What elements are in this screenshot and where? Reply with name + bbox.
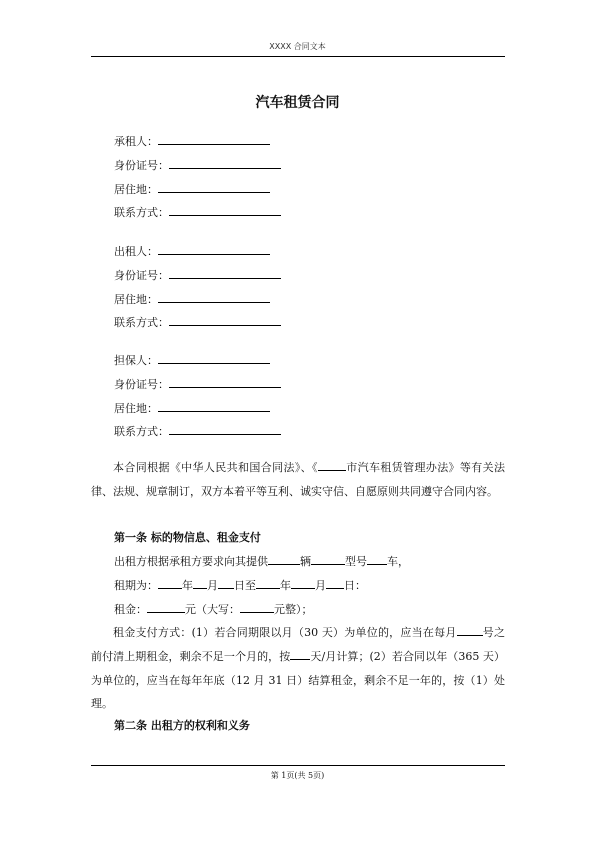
fill-in-blank[interactable] (169, 420, 281, 435)
guarantor-id-row (114, 373, 281, 397)
fill-in-blank[interactable] (158, 288, 270, 303)
rent-amount-words-blank[interactable] (240, 600, 274, 613)
line-text: 元（大写： (185, 603, 240, 616)
payment-text-3: 天/月计算；(2）若合同以年（365 天）为单位的，应当在每年年底（12 月 31 日）结算租金，剩余不足一年的，按（1）处理。 (91, 649, 505, 711)
fill-in-blank[interactable] (169, 264, 281, 279)
field-label: 联系方式： (114, 206, 169, 220)
tenant-section (114, 130, 281, 225)
field-label: 承租人： (114, 135, 158, 148)
footer-divider (91, 765, 505, 766)
line-text: 月 (207, 579, 218, 592)
end-month-blank[interactable] (291, 576, 315, 589)
line-text: 日： (344, 579, 366, 592)
payment-day-blank[interactable] (457, 623, 483, 636)
intro-paragraph (91, 456, 505, 504)
fill-in-blank[interactable] (158, 130, 270, 145)
field-label: 居住地： (114, 292, 158, 306)
line-text: 租期为： (114, 579, 158, 592)
lessor-address-row (114, 288, 281, 312)
field-label: 居住地： (114, 401, 158, 415)
tenant-address-row (114, 178, 281, 202)
field-label: 出租人： (114, 245, 158, 258)
payment-text-2: 号之前付清上期租金，剩余不足一个月的，按 (91, 626, 505, 663)
intro-text-1: 本合同根据《中华人民共和国合同法》、《 (113, 461, 318, 474)
end-day-blank[interactable] (326, 576, 344, 589)
fill-in-blank[interactable] (169, 201, 281, 216)
fill-in-blank[interactable] (158, 240, 270, 255)
field-label: 身份证号： (114, 268, 169, 282)
guarantor-address-row (114, 397, 281, 421)
field-label: 担保人： (114, 354, 158, 367)
guarantor-contact-row (114, 420, 281, 444)
city-blank[interactable] (318, 458, 346, 471)
line-text: 车， (387, 555, 409, 568)
lessor-id-row (114, 264, 281, 288)
article-2-heading: 第二条 出租方的权利和义务 (114, 719, 250, 732)
line-text: 出租方根据承租方要求向其提供 (114, 555, 268, 568)
lease-term-line (114, 576, 366, 596)
line-text: 日至 (234, 579, 256, 592)
document-title: 汽车租赁合同 (255, 95, 340, 111)
payment-method-paragraph (91, 621, 505, 716)
fill-in-blank[interactable] (158, 178, 270, 193)
model-blank[interactable] (311, 552, 345, 565)
vehicle-info-line (114, 552, 409, 572)
quantity-blank[interactable] (268, 552, 300, 565)
tenant-name-row (114, 130, 281, 154)
article-1-heading: 第一条 标的物信息、租金支付 (114, 531, 261, 544)
guarantor-name-row (114, 349, 281, 373)
field-label: 身份证号： (114, 377, 169, 391)
line-text: 年 (280, 579, 291, 592)
line-text: 月 (315, 579, 326, 592)
start-month-blank[interactable] (193, 576, 207, 589)
intro-text-2: 市汽车租赁管理办法》等有关法律、法规、规章制订，双方本着平等互利、诚实守信、自愿原则共同遵守合同内容。 (91, 461, 506, 498)
field-label: 身份证号： (114, 158, 169, 172)
tenant-contact-row (114, 201, 281, 225)
page-header: XXXX 合同文本 (269, 42, 326, 51)
lessor-section (114, 240, 281, 335)
page-number: 第 1页(共 5页) (270, 771, 325, 780)
field-label: 居住地： (114, 182, 158, 196)
rent-amount-blank[interactable] (147, 600, 185, 613)
fill-in-blank[interactable] (158, 397, 270, 412)
end-year-blank[interactable] (256, 576, 280, 589)
field-label: 联系方式： (114, 425, 169, 439)
fill-in-blank[interactable] (169, 154, 281, 169)
field-label: 联系方式： (114, 316, 169, 330)
header-divider (91, 56, 505, 57)
lessor-name-row (114, 240, 281, 264)
fill-in-blank[interactable] (158, 349, 270, 364)
lessor-contact-row (114, 311, 281, 335)
tenant-id-row (114, 154, 281, 178)
payment-text-1: 租金支付方式：(1）若合同期限以月（30 天）为单位的，应当在每月 (113, 626, 457, 639)
line-text: 辆 (300, 555, 311, 568)
start-day-blank[interactable] (218, 576, 234, 589)
daily-rate-blank[interactable] (290, 647, 310, 660)
line-text: 年 (182, 579, 193, 592)
line-text: 租金： (114, 603, 147, 616)
line-text: 型号 (345, 555, 367, 568)
fill-in-blank[interactable] (169, 311, 281, 326)
vehicle-type-blank[interactable] (367, 552, 387, 565)
rent-amount-line (114, 600, 313, 620)
fill-in-blank[interactable] (169, 373, 281, 388)
line-text: 元整）； (274, 603, 313, 616)
start-year-blank[interactable] (158, 576, 182, 589)
guarantor-section (114, 349, 281, 444)
